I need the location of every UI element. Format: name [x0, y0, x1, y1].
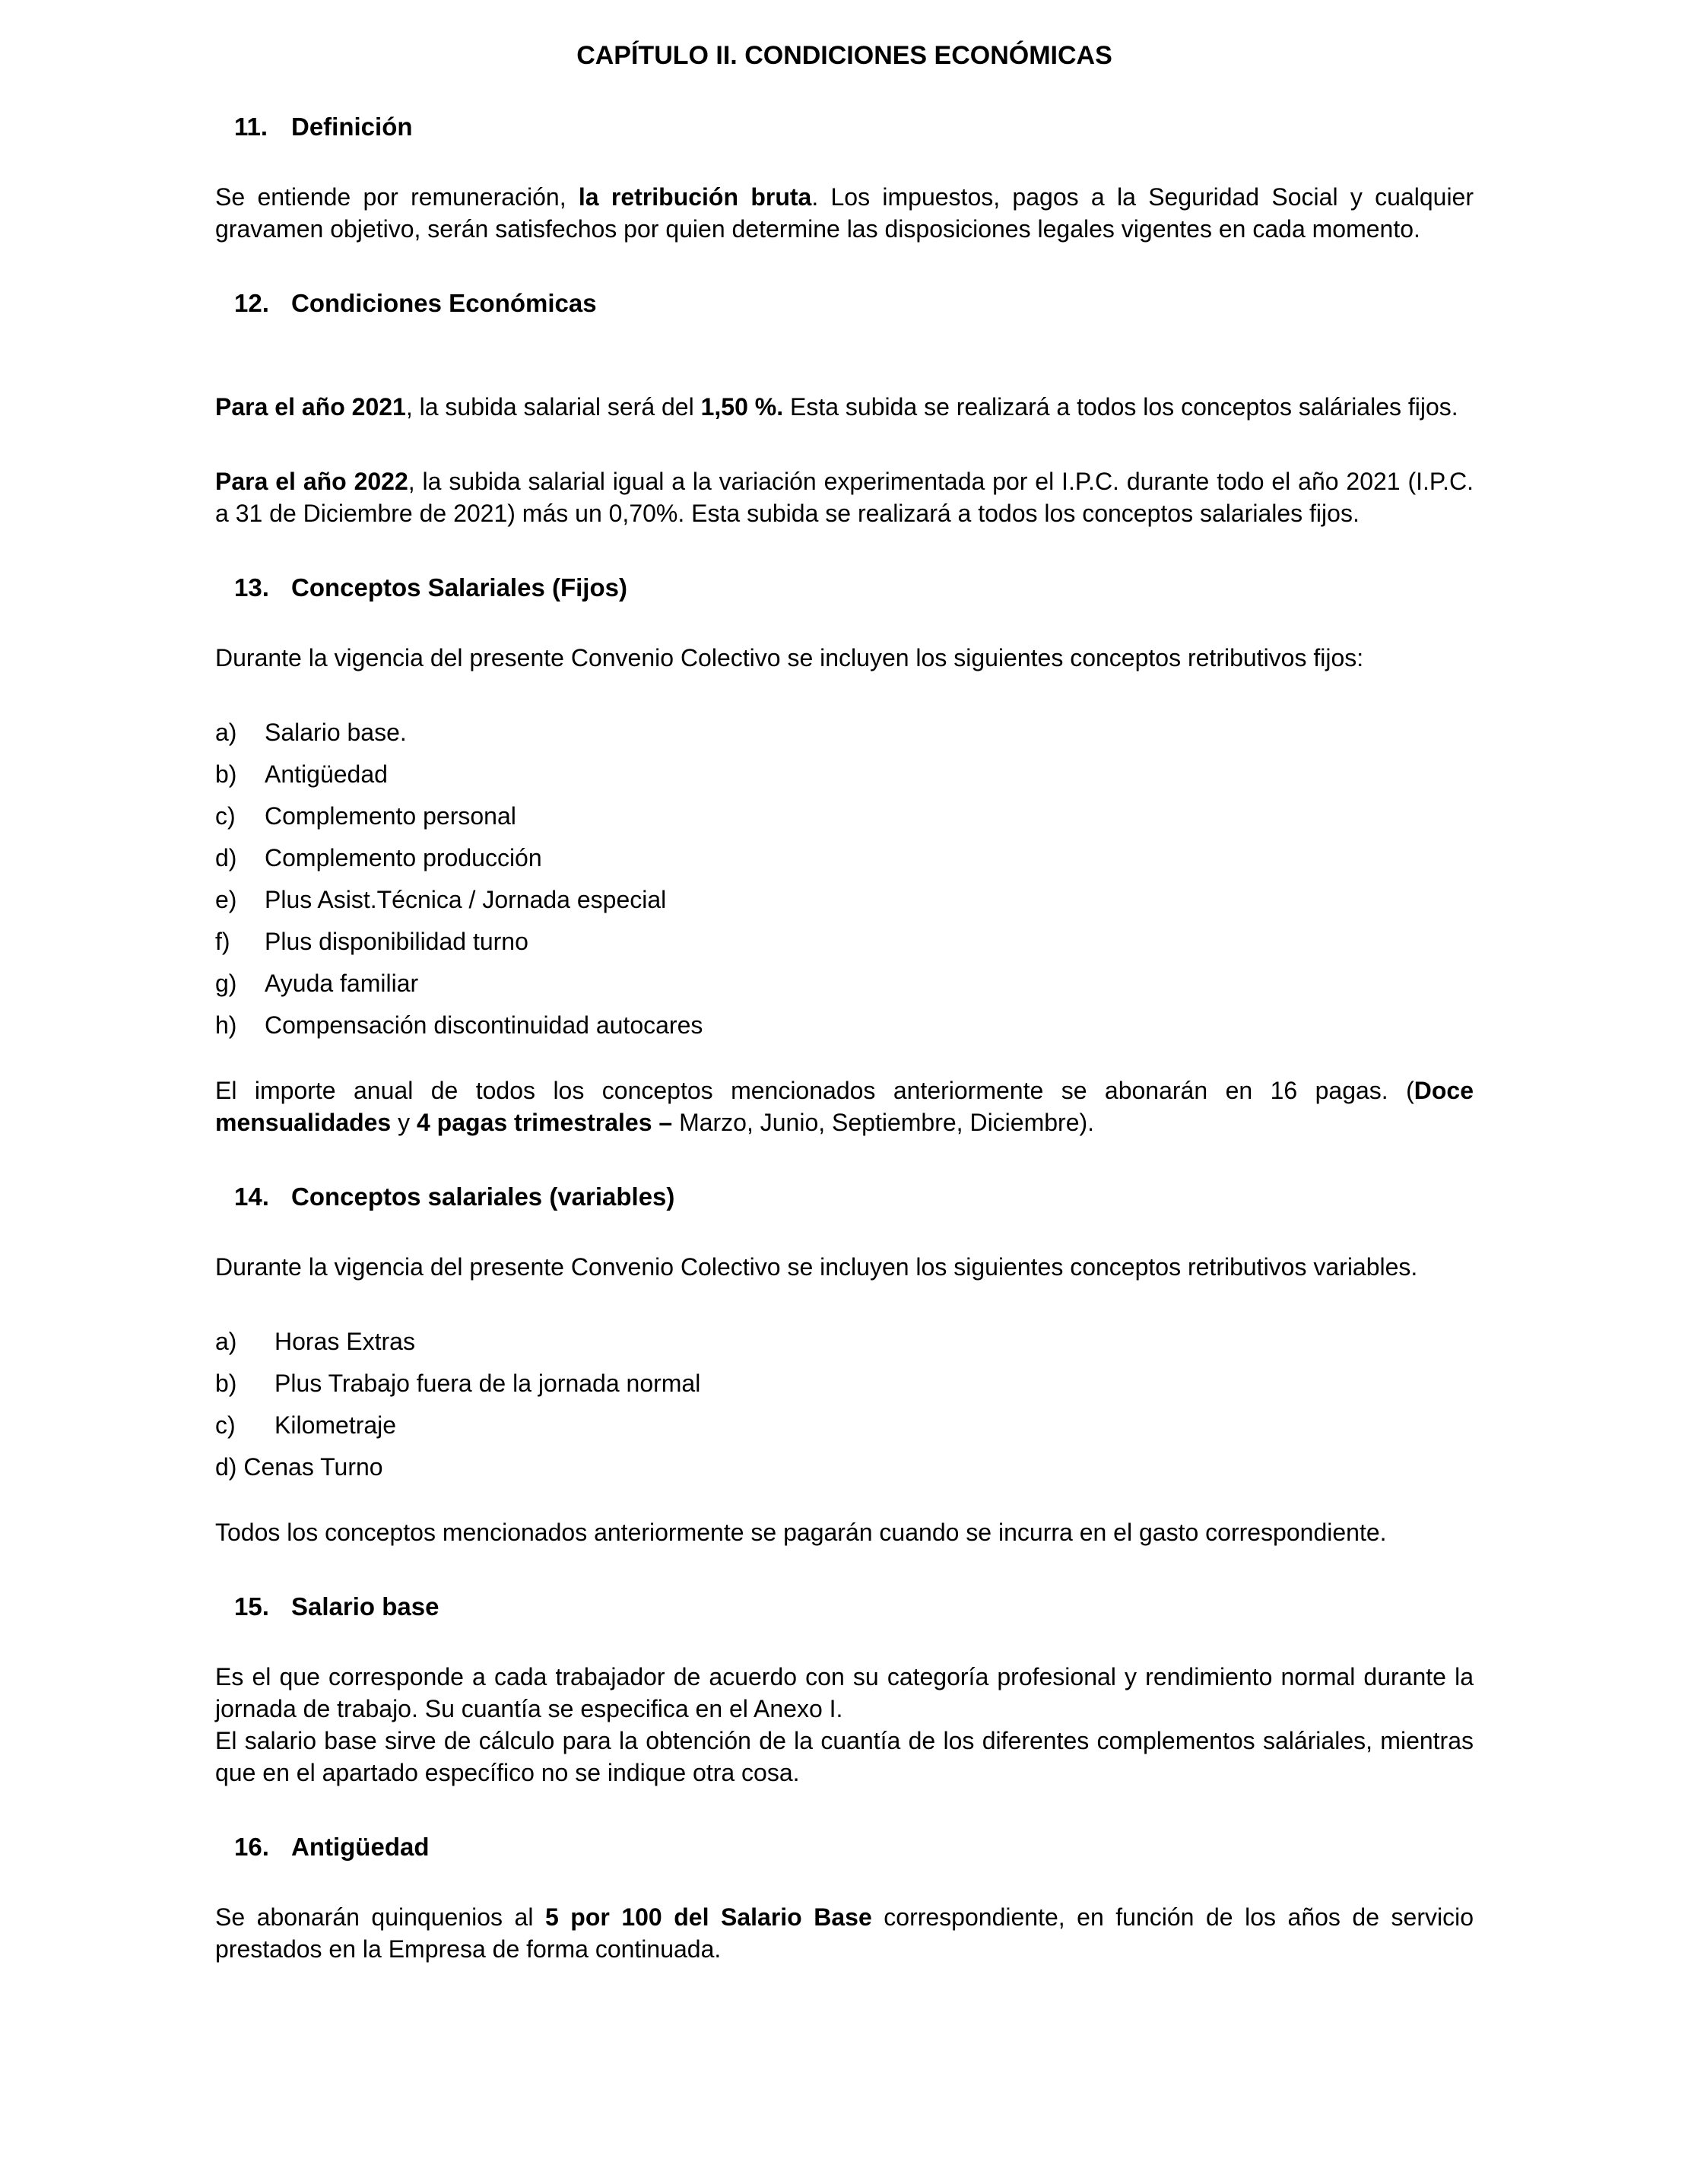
paragraph [215, 391, 1474, 423]
section-number: 16. [234, 1833, 269, 1861]
list-item-text: Antigüedad [265, 760, 388, 788]
text-run: , la subida salarial igual a la variación experimentada por el I.P.C. durante todo el año 2021 (I.P.C. a 31 de Diciembre de 2021) más un 0,70%. Esta subida se realizará a todos los conceptos salariales fijos. [215, 468, 1474, 527]
list [215, 716, 1474, 1041]
paragraph [215, 181, 1474, 245]
section [215, 111, 1474, 245]
bold-text: Para el año 2022 [215, 468, 408, 495]
list-item-text: Kilometraje [274, 1411, 397, 1439]
section-number: 15. [234, 1592, 269, 1621]
chapter-title: CAPÍTULO II. CONDICIONES ECONÓMICAS [576, 41, 1112, 70]
list-item [215, 967, 1474, 999]
text-run: Es el que corresponde a cada trabajador de acuerdo con su categoría profesional y rendimiento normal durante la jornada de trabajo. Su cuantía se especifica en el Anexo I. [215, 1663, 1474, 1722]
text-run: Se entiende por remuneración, [215, 183, 579, 211]
section [215, 1831, 1474, 1965]
list-item-text: Plus Trabajo fuera de la jornada normal [274, 1370, 701, 1397]
section [215, 572, 1474, 1138]
list-marker: a) [215, 1328, 237, 1355]
bold-text: Doce mensualidades [215, 1077, 1474, 1136]
list-marker: d) [215, 1453, 237, 1481]
list-item [215, 842, 1474, 874]
text-run: Durante la vigencia del presente Convenio Colectivo se incluyen los siguientes conceptos retributivos variables. [215, 1253, 1418, 1281]
section-heading [215, 1591, 1474, 1623]
list-item-text: Plus Asist.Técnica / Jornada especial [265, 886, 667, 913]
text-run: , la subida salarial será del [405, 393, 701, 421]
list-item-text: Salario base. [265, 719, 407, 746]
sections-container [215, 111, 1474, 1965]
list-marker: d) [215, 844, 237, 871]
section-number: 14. [234, 1182, 269, 1211]
text-run: Esta subida se realizará a todos los conceptos saláriales fijos. [783, 393, 1458, 421]
text-run: El importe anual de todos los conceptos mencionados anteriormente se abonarán en 16 pagas. ( [215, 1077, 1414, 1104]
list-item-text: Complemento personal [265, 802, 516, 830]
section-heading [215, 111, 1474, 143]
text-run: Se abonarán quinquenios al [215, 1903, 545, 1931]
section-number: 11. [234, 113, 268, 141]
bold-text: 1,50 %. [700, 393, 784, 421]
list-marker: e) [215, 886, 237, 913]
section-title: Definición [291, 113, 413, 141]
paragraph [215, 465, 1474, 529]
section-heading [215, 572, 1474, 604]
section-heading [215, 1181, 1474, 1213]
section-heading [215, 287, 1474, 319]
section-number: 12. [234, 289, 269, 317]
text-run: correspondiente, en función de los años de servicio prestados en la Empresa de forma continuada. [215, 1903, 1474, 1963]
section [215, 1591, 1474, 1789]
list-item [215, 1009, 1474, 1041]
list-item [215, 800, 1474, 832]
text-run: El salario base sirve de cálculo para la obtención de la cuantía de los diferentes complementos saláriales, mientras que en el apartado específico no se indique otra cosa. [215, 1727, 1474, 1786]
list-marker: f) [215, 928, 230, 955]
list-item [215, 884, 1474, 916]
list-marker: g) [215, 970, 237, 997]
paragraph [215, 1251, 1474, 1283]
list-marker: c) [215, 1411, 236, 1439]
section [215, 287, 1474, 529]
bold-text: la retribución bruta [578, 183, 812, 211]
list-item [215, 716, 1474, 748]
list-marker: b) [215, 1370, 237, 1397]
text-run: Marzo, Junio, Septiembre, Diciembre). [672, 1109, 1095, 1136]
bold-text: 5 por 100 del Salario Base [544, 1903, 872, 1931]
paragraph [215, 642, 1474, 674]
list-marker: a) [215, 719, 237, 746]
section-number: 13. [234, 573, 269, 602]
text-run: y [391, 1109, 417, 1136]
text-run: Durante la vigencia del presente Convenio Colectivo se incluyen los siguientes conceptos retributivos fijos: [215, 644, 1364, 671]
bold-text: Para el año 2021 [215, 393, 406, 421]
paragraph [215, 1661, 1474, 1725]
list-item-text: Ayuda familiar [265, 970, 419, 997]
list-marker: c) [215, 802, 236, 830]
paragraph [215, 1516, 1474, 1548]
paragraph [215, 1075, 1474, 1138]
text-run: Todos los conceptos mencionados anteriormente se pagarán cuando se incurra en el gasto correspondiente. [215, 1519, 1387, 1546]
section-heading [215, 1831, 1474, 1863]
section-title: Condiciones Económicas [291, 289, 597, 317]
list-marker: b) [215, 760, 237, 788]
list-item [215, 758, 1474, 790]
list-item-text: Plus disponibilidad turno [265, 928, 528, 955]
list-item-text: Complemento producción [265, 844, 542, 871]
list-item [215, 1451, 1474, 1483]
section-title: Conceptos salariales (variables) [291, 1182, 675, 1211]
paragraph [215, 1725, 1474, 1789]
section-title: Salario base [291, 1592, 439, 1621]
section-title: Antigüedad [291, 1833, 430, 1861]
bold-text: 4 pagas trimestrales – [416, 1109, 673, 1136]
list-item-text: Horas Extras [274, 1328, 415, 1355]
paragraph [215, 1901, 1474, 1965]
list-marker: h) [215, 1011, 237, 1039]
list-item-text: Cenas Turno [243, 1453, 383, 1481]
list-item [215, 1367, 1474, 1399]
list-item [215, 1409, 1474, 1441]
section [215, 1181, 1474, 1548]
list [215, 1325, 1474, 1483]
list-item-text: Compensación discontinuidad autocares [265, 1011, 703, 1039]
text-run: . Los impuestos, pagos a la Seguridad Social y cualquier gravamen objetivo, serán satisfechos por quien determine las disposiciones legales vigentes en cada momento. [215, 183, 1474, 243]
list-item [215, 925, 1474, 957]
section-title: Conceptos Salariales (Fijos) [291, 573, 627, 602]
list-item [215, 1325, 1474, 1357]
